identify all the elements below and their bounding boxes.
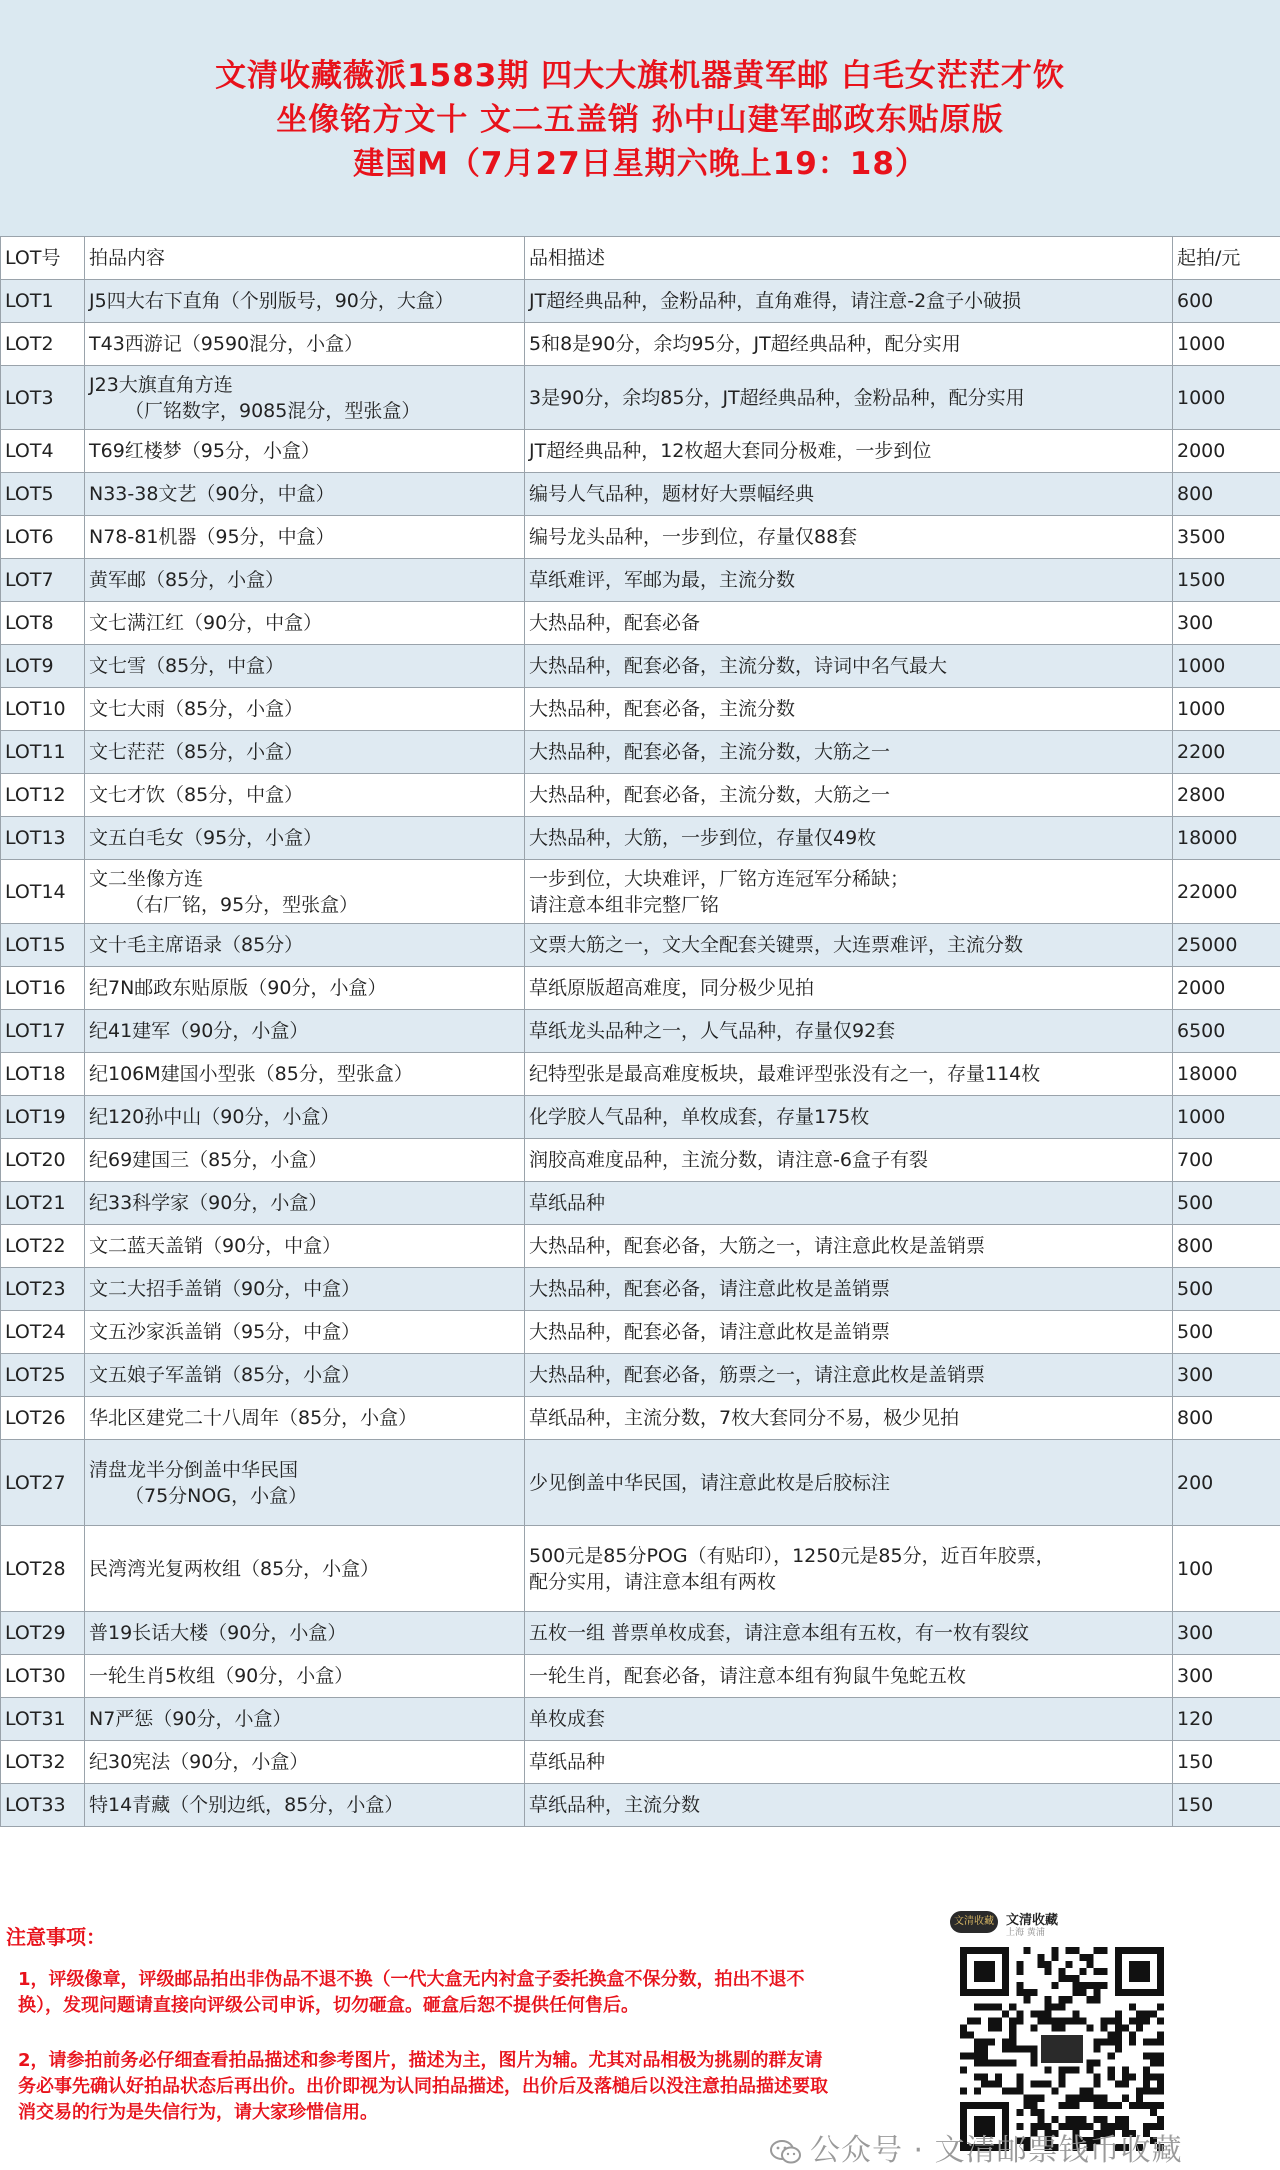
table-row [1,1096,1280,1139]
lot-desc-cell [525,1311,1173,1354]
lot-item-line: 文七大雨（85分，小盒） [89,698,304,720]
lot-item-line: 文五白毛女（95分，小盒） [89,827,323,849]
lot-desc-line: 请注意本组非完整厂铭 [529,893,720,916]
lot-item-cell [85,323,525,366]
lot-desc-cell [525,473,1173,516]
lot-desc-line: 单枚成套 [529,1708,606,1730]
lot-desc-line: 编号龙头品种，一步到位，存量仅88套 [529,526,858,548]
lot-item-cell [85,1784,525,1827]
lot-item-cell [85,731,525,774]
lot-price-cell: 1000 [1173,323,1280,366]
lot-desc-line: 五枚一组 普票单枚成套，请注意本组有五枚，有一枚有裂纹 [529,1622,1030,1644]
lot-price-cell: 500 [1173,1311,1280,1354]
table-row [1,1268,1280,1311]
table-row [1,688,1280,731]
table-row [1,1225,1280,1268]
lot-number-cell: LOT28 [1,1526,85,1612]
lot-item-line: 文七才饮（85分，中盒） [89,784,304,806]
lot-item-cell [85,1526,525,1612]
lot-price-cell: 2000 [1173,430,1280,473]
lot-number-cell: LOT24 [1,1311,85,1354]
lot-desc-line: 大热品种，配套必备，主流分数 [529,698,796,720]
lot-desc-cell [525,1096,1173,1139]
lot-desc-cell [525,688,1173,731]
lot-item-line: 文二大招手盖销（90分，中盒） [89,1278,361,1300]
note-2: 2，请参拍前务必仔细查看拍品描述和参考图片，描述为主，图片为辅。尤其对品相极为挑剔的群友请务必事先确认好拍品状态后再出价。出价即视为认同拍品描述，出价后及落槌后以没注意拍品描述要取消交易的行为是失信行为，请大家珍惜信用。 [18,2050,828,2123]
lot-desc-cell [525,602,1173,645]
col-header-desc: 品相描述 [525,237,1173,280]
lot-desc-cell [525,1655,1173,1698]
lot-item-line: 纪41建军（90分，小盒） [89,1020,309,1042]
lot-desc-cell [525,645,1173,688]
lot-item-line: T69红楼梦（95分，小盒） [89,440,320,462]
lot-price-cell: 18000 [1173,1053,1280,1096]
notes-section [0,1877,1280,2170]
lot-number-cell: LOT16 [1,967,85,1010]
lot-desc-cell [525,1397,1173,1440]
lot-desc-line: 5和8是90分，余均95分，JT超经典品种，配分实用 [529,333,961,355]
table-row [1,473,1280,516]
lot-price-cell: 200 [1173,1440,1280,1526]
table-row [1,774,1280,817]
lot-desc-cell [525,280,1173,323]
table-row [1,1698,1280,1741]
lot-desc-line: 纪特型张是最高难度板块，最难评型张没有之一，存量114枚 [529,1063,1041,1085]
brand-header [950,1907,1150,1937]
lot-item-line: 纪69建国三（85分，小盒） [89,1149,328,1171]
lot-number-cell: LOT27 [1,1440,85,1526]
lot-desc-line: 草纸品种 [529,1192,606,1214]
lot-price-cell: 800 [1173,1397,1280,1440]
lot-price-cell: 18000 [1173,817,1280,860]
lot-desc-line: 草纸原版超高难度，同分极少见拍 [529,977,815,999]
lot-item-line: 纪33科学家（90分，小盒） [89,1192,328,1214]
lot-desc-cell [525,817,1173,860]
table-row [1,1526,1280,1612]
lot-item-cell [85,1225,525,1268]
note-1: 1，评级像章，评级邮品拍出非伪品不退不换（一代大盒无内衬盒子委托换盒不保分数，拍出不退不换），发现问题请直接向评级公司申诉，切勿砸盒。砸盒后恕不提供任何售后。 [18,1969,805,2016]
lot-price-cell: 300 [1173,1354,1280,1397]
lot-desc-line: 大热品种，配套必备，主流分数，大筋之一 [529,741,891,763]
lot-number-cell: LOT10 [1,688,85,731]
table-row [1,1397,1280,1440]
table-row [1,1612,1280,1655]
lot-item-line: 文七满江红（90分，中盒） [89,612,323,634]
lot-desc-line: 化学胶人气品种，单枚成套，存量175枚 [529,1106,870,1128]
lot-number-cell: LOT11 [1,731,85,774]
lot-item-line: 普19长话大楼（90分，小盒） [89,1622,347,1644]
lot-price-cell: 1000 [1173,366,1280,430]
lot-number-cell: LOT13 [1,817,85,860]
lot-price-cell: 6500 [1173,1010,1280,1053]
table-row [1,817,1280,860]
lot-item-line: N78-81机器（95分，中盒） [89,526,335,548]
lot-number-cell: LOT7 [1,559,85,602]
lot-desc-line: 大热品种，大筋，一步到位，存量仅49枚 [529,827,877,849]
lot-desc-cell [525,559,1173,602]
lot-item-line: 黄军邮（85分，小盒） [89,569,285,591]
lot-table [0,236,1280,1827]
lot-item-line: 文二坐像方连 [89,867,204,890]
lot-item-line: 民湾湾光复两枚组（85分，小盒） [89,1557,380,1580]
lot-item-cell [85,1655,525,1698]
table-row [1,1311,1280,1354]
brand-subtitle: 上海 黄浦 [1006,1928,1045,1938]
lot-number-cell: LOT22 [1,1225,85,1268]
lot-price-cell: 2800 [1173,774,1280,817]
lot-desc-line: 少见倒盖中华民国，请注意此枚是后胶标注 [529,1471,891,1494]
lot-desc-line: 编号人气品种，题材好大票幅经典 [529,483,815,505]
lot-desc-line: 草纸难评，军邮为最，主流分数 [529,569,796,591]
table-row [1,280,1280,323]
lot-number-cell: LOT9 [1,645,85,688]
lot-item-line: J5四大右下直角（个别版号，90分，大盒） [89,290,454,312]
table-row [1,366,1280,430]
title-line-3: 建国M（7月27日星期六晚上19：18） [353,146,927,182]
col-header-item: 拍品内容 [85,237,525,280]
lot-number-cell: LOT1 [1,280,85,323]
notes-title: 注意事项： [6,1925,106,1949]
lot-item-line: 文五娘子军盖销（85分，小盒） [89,1364,361,1386]
lot-item-cell [85,1010,525,1053]
lot-desc-line: 大热品种，配套必备，筋票之一，请注意此枚是盖销票 [529,1364,986,1386]
lot-item-cell [85,1440,525,1526]
lot-number-cell: LOT14 [1,860,85,924]
qr-code-icon [960,1947,1164,2151]
lot-number-cell: LOT6 [1,516,85,559]
lot-desc-cell [525,1698,1173,1741]
lot-item-line: 纪30宪法（90分，小盒） [89,1751,309,1773]
lot-desc-line: 大热品种，配套必备，大筋之一，请注意此枚是盖销票 [529,1235,986,1257]
lot-price-cell: 1000 [1173,645,1280,688]
lot-item-cell [85,280,525,323]
lot-item-line: 文五沙家浜盖销（95分，中盒） [89,1321,361,1343]
lot-item-line: 文七茫茫（85分，小盒） [89,741,304,763]
lot-price-cell: 600 [1173,280,1280,323]
lot-item-cell [85,688,525,731]
lot-price-cell: 120 [1173,1698,1280,1741]
lot-number-cell: LOT17 [1,1010,85,1053]
lot-desc-cell [525,1612,1173,1655]
lot-number-cell: LOT29 [1,1612,85,1655]
lot-desc-line: 文票大筋之一，文大全配套关键票，大连票难评，主流分数 [529,934,1024,956]
lot-item-line: N33-38文艺（90分，中盒） [89,483,335,505]
lot-desc-cell [525,1354,1173,1397]
lot-desc-line: 大热品种，配套必备，主流分数，诗词中名气最大 [529,655,948,677]
lot-number-cell: LOT21 [1,1182,85,1225]
lot-number-cell: LOT19 [1,1096,85,1139]
lot-item-line: T43西游记（9590混分，小盒） [89,333,364,355]
lot-desc-line: 一步到位，大块难评，厂铭方连冠军分稀缺； [529,867,910,890]
lot-table-body [1,280,1280,1827]
lot-price-cell: 800 [1173,473,1280,516]
title-banner [0,0,1280,236]
lot-item-cell [85,1612,525,1655]
col-header-price: 起拍/元 [1173,237,1280,280]
lot-item-line: 文十毛主席语录（85分） [89,934,304,956]
table-header-row [1,237,1280,280]
lot-item-cell [85,774,525,817]
lot-number-cell: LOT33 [1,1784,85,1827]
table-row [1,559,1280,602]
lot-price-cell: 3500 [1173,516,1280,559]
brand-name: 文清收藏 [1006,1913,1059,1928]
lot-item-line: 清盘龙半分倒盖中华民国 [89,1458,299,1481]
lot-item-cell [85,1397,525,1440]
table-row [1,860,1280,924]
lot-desc-line: 大热品种，配套必备 [529,612,701,634]
lot-price-cell: 300 [1173,602,1280,645]
lot-desc-line: 草纸龙头品种之一，人气品种，存量仅92套 [529,1020,896,1042]
lot-desc-line: 润胶高难度品种，主流分数，请注意-6盒子有裂 [529,1149,928,1171]
lot-item-line: 文二蓝天盖销（90分，中盒） [89,1235,342,1257]
lot-desc-line: 配分实用，请注意本组有两枚 [529,1570,777,1593]
lot-number-cell: LOT32 [1,1741,85,1784]
table-row [1,1784,1280,1827]
lot-price-cell: 150 [1173,1741,1280,1784]
lot-desc-cell [525,1741,1173,1784]
lot-desc-line: 一轮生肖，配套必备，请注意本组有狗鼠牛兔蛇五枚 [529,1665,967,1687]
table-row [1,323,1280,366]
lot-item-cell [85,860,525,924]
lot-price-cell: 700 [1173,1139,1280,1182]
lot-number-cell: LOT26 [1,1397,85,1440]
lot-price-cell: 300 [1173,1612,1280,1655]
table-row [1,731,1280,774]
lot-item-cell [85,645,525,688]
lot-item-cell [85,1741,525,1784]
lot-desc-cell [525,323,1173,366]
lot-desc-cell [525,860,1173,924]
table-row [1,1182,1280,1225]
lot-item-cell [85,1311,525,1354]
lot-number-cell: LOT4 [1,430,85,473]
lot-price-cell: 100 [1173,1526,1280,1612]
lot-price-cell: 1500 [1173,559,1280,602]
lot-item-line: 文七雪（85分，中盒） [89,655,285,677]
table-row [1,516,1280,559]
lot-desc-cell [525,1139,1173,1182]
lot-item-cell [85,473,525,516]
lot-item-cell [85,1354,525,1397]
lot-desc-cell [525,430,1173,473]
lot-desc-cell [525,967,1173,1010]
lot-item-cell [85,516,525,559]
table-row [1,602,1280,645]
lot-desc-line: JT超经典品种，12枚超大套同分极难，一步到位 [529,440,932,462]
table-row [1,1010,1280,1053]
lot-item-cell [85,967,525,1010]
lot-number-cell: LOT15 [1,924,85,967]
lot-price-cell: 2000 [1173,967,1280,1010]
lot-number-cell: LOT31 [1,1698,85,1741]
lot-item-line: 特14青藏（个别边纸，85分，小盒） [89,1794,404,1816]
lot-number-cell: LOT12 [1,774,85,817]
lot-desc-line: 草纸品种，主流分数，7枚大套同分不易，极少见拍 [529,1407,960,1429]
lot-item-cell [85,1182,525,1225]
lot-desc-line: 大热品种，配套必备，主流分数，大筋之一 [529,784,891,806]
lot-price-cell: 2200 [1173,731,1280,774]
lot-number-cell: LOT3 [1,366,85,430]
lot-price-cell: 800 [1173,1225,1280,1268]
lot-desc-line: 大热品种，配套必备，请注意此枚是盖销票 [529,1321,891,1343]
lot-price-cell: 1000 [1173,1096,1280,1139]
lot-item-cell [85,924,525,967]
lot-desc-cell [525,1225,1173,1268]
lot-number-cell: LOT5 [1,473,85,516]
table-row [1,645,1280,688]
lot-number-cell: LOT18 [1,1053,85,1096]
lot-price-cell: 500 [1173,1182,1280,1225]
lot-desc-cell [525,1053,1173,1096]
lot-desc-cell [525,1784,1173,1827]
lot-item-line: 纪120孙中山（90分，小盒） [89,1106,340,1128]
watermark [770,2125,1183,2169]
lot-number-cell: LOT30 [1,1655,85,1698]
lot-item-line: 纪106M建国小型张（85分，型张盒） [89,1063,413,1085]
lot-number-cell: LOT20 [1,1139,85,1182]
lot-price-cell: 500 [1173,1268,1280,1311]
table-row [1,1655,1280,1698]
lot-item-line: 一轮生肖5枚组（90分，小盒） [89,1665,354,1687]
lot-item-line: （75分NOG，小盒） [125,1484,308,1507]
lot-item-line: N7严惩（90分，小盒） [89,1708,292,1730]
lot-desc-cell [525,1526,1173,1612]
lot-desc-cell [525,731,1173,774]
lot-desc-cell [525,1440,1173,1526]
lot-number-cell: LOT23 [1,1268,85,1311]
lot-price-cell: 300 [1173,1655,1280,1698]
lot-item-cell [85,602,525,645]
lot-item-cell [85,1698,525,1741]
lot-desc-line: 3是90分，余均85分，JT超经典品种，金粉品种，配分实用 [529,386,1025,409]
lot-price-cell: 1000 [1173,688,1280,731]
table-row [1,430,1280,473]
table-row [1,1440,1280,1526]
lot-desc-line: 草纸品种 [529,1751,606,1773]
table-row [1,1053,1280,1096]
lot-item-line: （右厂铭，95分，型张盒） [125,893,359,916]
table-row [1,1139,1280,1182]
lot-desc-line: 500元是85分POG（有贴印），1250元是85分，近百年胶票， [529,1544,1055,1567]
title-line-1: 文清收藏薇派1583期 四大大旗机器黄军邮 白毛女茫茫才饮 [215,58,1065,94]
lot-desc-cell [525,366,1173,430]
lot-price-cell: 22000 [1173,860,1280,924]
lot-item-line: 纪7N邮政东贴原版（90分，小盒） [89,977,387,999]
lot-number-cell: LOT2 [1,323,85,366]
lot-item-cell [85,1139,525,1182]
lot-desc-cell [525,1268,1173,1311]
lot-item-cell [85,1096,525,1139]
lot-price-cell: 25000 [1173,924,1280,967]
lot-item-cell [85,559,525,602]
lot-item-line: （厂铭数字，9085混分，型张盒） [125,399,421,422]
watermark-text: 公众号 · 文清邮票钱币收藏 [810,2133,1183,2168]
lot-number-cell: LOT25 [1,1354,85,1397]
lot-desc-cell [525,924,1173,967]
lot-desc-cell [525,774,1173,817]
title-line-2: 坐像铭方文十 文二五盖销 孙中山建军邮政东贴原版 [276,102,1004,138]
lot-desc-cell [525,516,1173,559]
lot-number-cell: LOT8 [1,602,85,645]
lot-item-cell [85,817,525,860]
lot-item-line: 华北区建党二十八周年（85分，小盒） [89,1407,418,1429]
brand-logo: 文清收藏 [950,1911,998,1933]
lot-item-cell [85,430,525,473]
table-row [1,1354,1280,1397]
lot-desc-cell [525,1182,1173,1225]
lot-item-cell [85,1268,525,1311]
lot-desc-line: 大热品种，配套必备，请注意此枚是盖销票 [529,1278,891,1300]
lot-item-line: J23大旗直角方连 [89,373,233,396]
table-row [1,967,1280,1010]
lot-desc-cell [525,1010,1173,1053]
lot-item-cell [85,1053,525,1096]
wechat-icon [770,2139,802,2165]
table-row [1,924,1280,967]
lot-item-cell [85,366,525,430]
lot-price-cell: 150 [1173,1784,1280,1827]
lot-desc-line: JT超经典品种，金粉品种，直角难得，请注意-2盒子小破损 [529,290,1022,312]
col-header-lot: LOT号 [1,237,85,280]
table-row [1,1741,1280,1784]
lot-desc-line: 草纸品种，主流分数 [529,1794,701,1816]
